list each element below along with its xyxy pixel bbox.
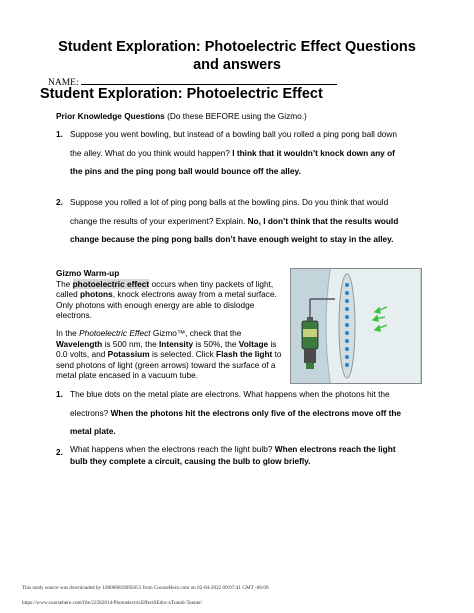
- answer-text-continued: the pins and the ping pong ball would bounce off the alley.: [70, 166, 301, 176]
- download-notice: This study source was downloaded by 100000839095651 from CourseHero.com on 02-04-2022 09:07:41 GMT -06:00: [22, 585, 269, 591]
- paragraph-text: The: [56, 278, 73, 289]
- paragraph-text: is 0.0 volts, and: [56, 338, 277, 360]
- paragraph-text: In the: [56, 327, 80, 338]
- prior-knowledge-heading: Prior Knowledge Questions: [56, 111, 165, 121]
- question-answer-line: [70, 144, 408, 163]
- gizmo-figure: [290, 268, 422, 384]
- question-number: 1.: [56, 389, 63, 399]
- gizmo-warmup-heading: Gizmo Warm-up: [56, 268, 120, 278]
- name-field-line[interactable]: [81, 75, 337, 85]
- name-label: NAME:: [48, 78, 79, 88]
- answer-text: [70, 162, 408, 181]
- paragraph-text: Gizmo™, check that the: [150, 327, 242, 338]
- gizmo-name: Photoelectric Effect: [79, 327, 151, 338]
- document-title: [0, 38, 474, 74]
- paragraph-text: occurs when tiny packets of light, called: [56, 278, 274, 300]
- question-answer-line: [70, 404, 408, 423]
- paragraph-text: to send photons of light (green arrows) toward the surface of a metal plate encased in a vacuum tube.: [56, 349, 282, 381]
- paragraph-text: is selected. Click: [149, 349, 217, 360]
- bold-term: Intensity: [159, 338, 194, 349]
- prior-knowledge-note: (Do these BEFORE using the Gizmo.): [167, 111, 307, 121]
- gizmo-paragraph-2: [56, 328, 286, 381]
- prior-question-1: [70, 125, 408, 181]
- gizmo-warmup: [56, 268, 286, 381]
- answer-text: No, I don’t think that the results would: [247, 215, 399, 226]
- bold-term: Voltage: [238, 338, 269, 349]
- question-number: 2.: [56, 197, 63, 207]
- paragraph-text: is 500 nm, the: [102, 338, 159, 349]
- answer-text-continued: change because the ping pong balls don’t have enough weight to stay in the alley.: [70, 234, 394, 244]
- question-text: What happens when the electrons reach the light bulb?: [70, 444, 275, 454]
- gizmo-question-1: [70, 385, 408, 441]
- page-heading: Student Exploration: Photoelectric Effect: [40, 86, 323, 102]
- document-title-line-2: and answers: [193, 57, 281, 73]
- answer-text: I think that it wouldn’t knock down any of: [232, 147, 395, 158]
- question-text: Suppose you rolled a lot of ping pong balls at the bowling pins. Do you think that would: [70, 197, 389, 207]
- paragraph-text: , knock electrons away from a metal surface. Only photons with enough energy are able to dislodge electrons.: [56, 289, 277, 321]
- answer-text: When electrons reach the light: [274, 444, 396, 454]
- answer-text: [70, 422, 408, 441]
- question-text: the alley. What do you think would happen?: [70, 147, 233, 158]
- paragraph-text: is 50%, the: [193, 338, 239, 349]
- question-number: 1.: [56, 129, 63, 139]
- prior-knowledge-heading-row: [56, 110, 307, 123]
- gizmo-question-2: [70, 443, 410, 467]
- answer-text-continued: metal plate.: [70, 426, 116, 436]
- bold-term: Potassium: [107, 349, 150, 360]
- question-text: electrons?: [70, 407, 111, 418]
- bold-term: Flash the light: [216, 349, 273, 360]
- source-url[interactable]: https://www.coursehero.com/file/22582814/PhotoelectricEffectSEdoc-sTraniti-Tanner/: [22, 600, 203, 606]
- question-text: The blue dots on the metal plate are electrons. What happens when the photons hit the: [70, 389, 390, 399]
- bold-term: Wavelength: [56, 338, 103, 349]
- question-answer-line: [70, 443, 410, 455]
- prior-question-2: [70, 193, 408, 249]
- question-number: 2.: [56, 447, 63, 457]
- vacuum-tube-illustration: [291, 269, 421, 383]
- answer-text-continued: bulb they complete a circuit, causing the bulb to glow briefly.: [70, 456, 311, 466]
- answer-text: [70, 230, 408, 249]
- highlighted-term: photoelectric effect: [72, 278, 150, 289]
- document-title-line-1: Student Exploration: Photoelectric Effect Questions: [58, 39, 416, 55]
- question-answer-line: [70, 212, 408, 231]
- answer-text: When the photons hit the electrons only five of the electrons move off the: [110, 407, 402, 418]
- bold-term: photons: [79, 289, 113, 300]
- question-text: change the results of your experiment? Explain.: [70, 215, 248, 226]
- gizmo-paragraph-1: [56, 279, 286, 321]
- question-text: Suppose you went bowling, but instead of a bowling ball you rolled a ping pong ball down: [70, 129, 398, 139]
- answer-text: [70, 455, 410, 467]
